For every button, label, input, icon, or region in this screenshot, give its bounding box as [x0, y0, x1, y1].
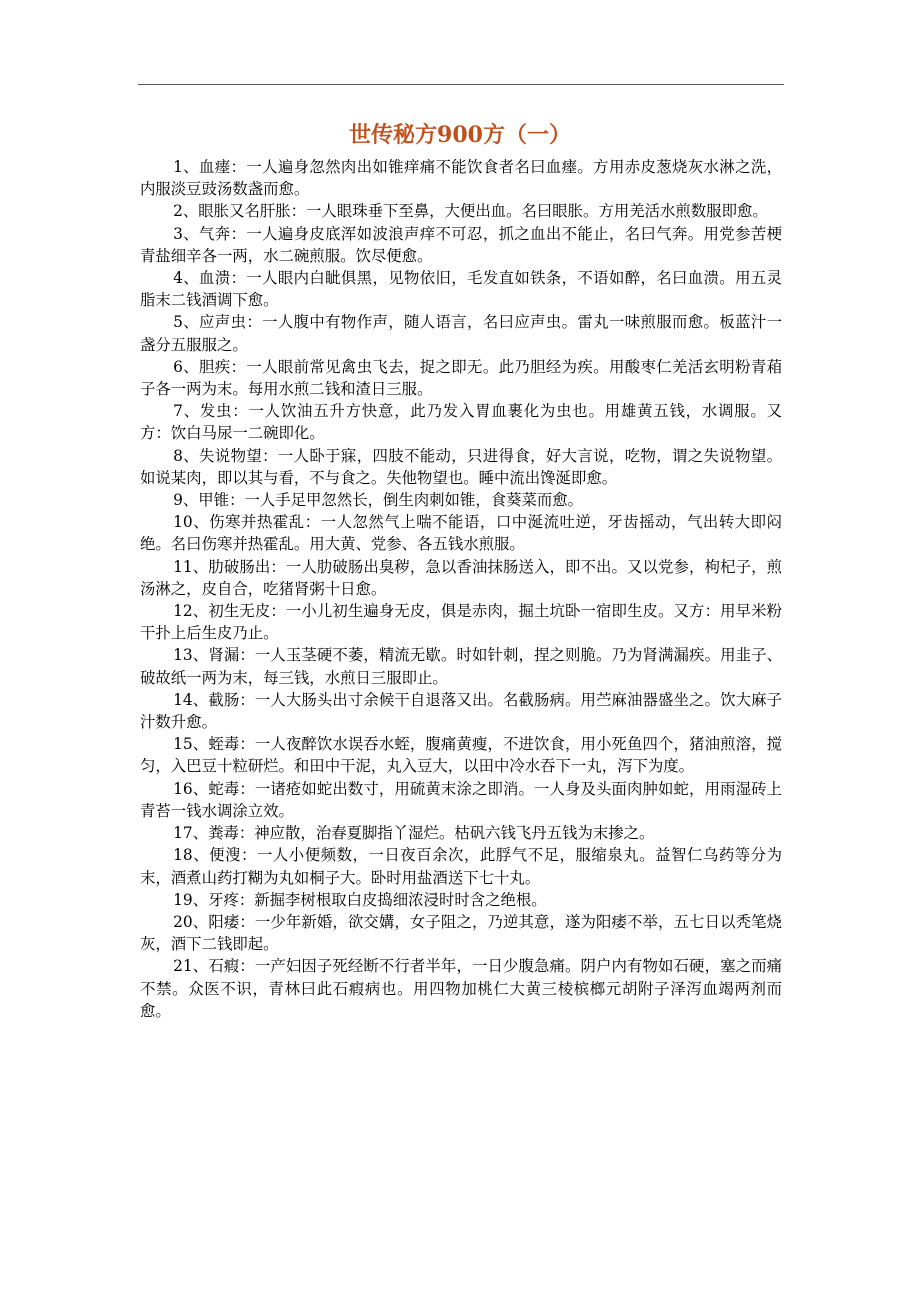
list-item: 12、初生无皮：一小儿初生遍身无皮，俱是赤肉，掘土坑卧一宿即生皮。又方：用早米粉干扑上后生皮乃止。	[140, 602, 782, 643]
list-item: 17、粪毒：神应散，治春夏脚指丫湿烂。枯矾六钱飞丹五钱为末掺之。	[173, 824, 655, 843]
list-item: 10、伤寒并热霍乱：一人忽然气上喘不能语，口中涎流吐逆，牙齿摇动，气出转大即闷绝。名曰伤寒并热霍乱。用大黄、党参、各五钱水煎服。	[140, 513, 782, 554]
list-item: 2、眼胀又名肝胀：一人眼珠垂下至鼻，大便出血。名曰眼胀。方用羌活水煎数服即愈。	[173, 202, 768, 221]
list-item: 19、牙疼：新掘李树根取白皮捣细浓浸时时含之绝根。	[173, 890, 547, 909]
list-item: 11、肋破肠出：一人肋破肠出臭秽，急以香油抹肠送入，即不出。又以党参，枸杞子，煎汤淋之，皮自合，吃猪肾粥十日愈。	[140, 557, 782, 598]
prescription-list	[140, 156, 782, 1022]
list-item: 6、胆疾：一人眼前常见禽虫飞去，捉之即无。此乃胆经为疾。用酸枣仁羌活玄明粉青葙子各一两为末。每用水煎二钱和渣日三服。	[140, 357, 782, 399]
list-item: 9、甲锥：一人手足甲忽然长，倒生肉刺如锥，食葵菜而愈。	[173, 491, 584, 510]
list-item: 4、血溃：一人眼内白眦俱黑，见物依旧，毛发直如铁条，不语如醉，名曰血溃。用五灵脂末二钱酒调下愈。	[140, 269, 782, 310]
list-item: 13、肾漏：一人玉茎硬不萎，精流无歇。时如针刺，捏之则脆。乃为肾满漏疾。用韭子、破故纸一两为末，每三钱，水煎日三服即止。	[140, 646, 782, 687]
list-item: 8、失说物望：一人卧于寐，四肢不能动，只进得食，好大言说，吃物，谓之失说物望。如说某肉，即以其与看，不与食之。失他物望也。睡中流出馋涎即愈。	[140, 446, 782, 487]
list-item: 1、血瘗：一人遍身忽然肉出如锥痒痛不能饮食者名曰血瘗。方用赤皮葱烧灰水淋之洗，内服淡豆豉汤数盏而愈。	[140, 158, 782, 199]
list-item: 5、应声虫：一人腹中有物作声，随人语言，名曰应声虫。雷丸一味煎服而愈。板蓝汁一盏分五服服之。	[140, 313, 782, 354]
list-item: 15、蛭毒：一人夜醉饮水误吞水蛭，腹痛黄瘦，不进饮食，用小死鱼四个，猪油煎溶，搅匀，入巴豆十粒研烂。和田中干泥，丸入豆大，以田中冷水吞下一丸，泻下为度。	[140, 735, 782, 776]
page-title: 世传秘方900方（一）	[349, 122, 571, 148]
list-item: 21、石瘕：一产妇因子死经断不行者半年，一日少腹急痛。阴户内有物如石硬，塞之而痛不禁。众医不识，青林曰此石瘕病也。用四物加桃仁大黄三棱槟榔元胡附子泽泻血竭两剂而愈。	[140, 957, 782, 1020]
list-item: 20、阳痿：一少年新婚，欲交媾，女子阻之，乃逆其意，遂为阳痿不举，五七日以秃笔烧灰，酒下二钱即起。	[140, 912, 782, 954]
list-item: 3、气奔：一人遍身皮底浑如波浪声痒不可忍，抓之血出不能止，名曰气奔。用党参苦梗青盐细辛各一两，水二碗煎服。饮尽便愈。	[140, 224, 782, 265]
list-item: 18、便溲：一人小便频数，一日夜百余次，此脬气不足，服缩泉丸。益智仁乌药等分为末，酒煮山药打糊为丸如桐子大。卧时用盐酒送下七十丸。	[140, 846, 782, 887]
list-item: 16、蛇毒：一诸疮如蛇出数寸，用硫黄末涂之即消。一人身及头面肉肿如蛇，用雨湿砖上青苔一钱水调涂立效。	[140, 779, 782, 820]
list-item: 7、发虫：一人饮油五升方快意，此乃发入胃血裹化为虫也。用雄黄五钱，水调服。又方：饮白马尿一二碗即化。	[140, 402, 782, 443]
header-rule	[138, 84, 784, 85]
list-item: 14、截肠：一人大肠头出寸余候干自退落又出。名截肠病。用苎麻油器盛坐之。饮大麻子汁数升愈。	[140, 690, 782, 732]
